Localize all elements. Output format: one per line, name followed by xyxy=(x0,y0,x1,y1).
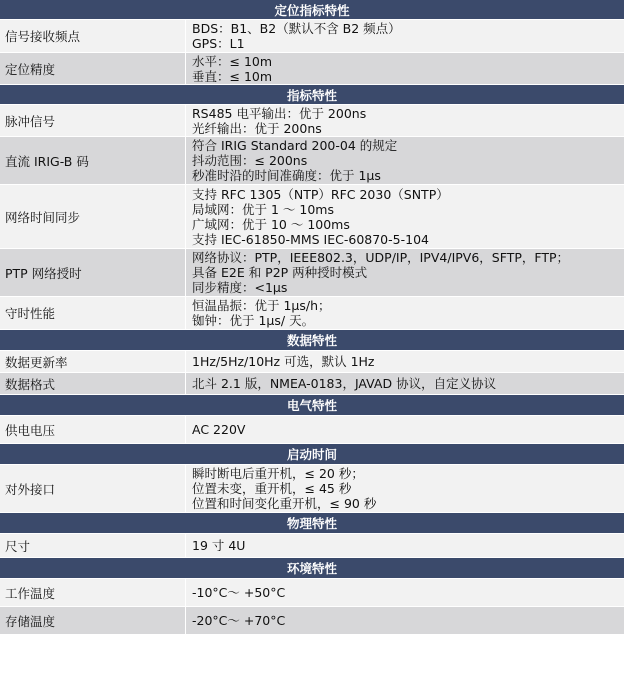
row-label: 信号接收频点 xyxy=(0,20,186,52)
row-value xyxy=(186,465,624,512)
value-line: 瞬时断电后重开机，≤ 20 秒； xyxy=(192,466,364,481)
table-row xyxy=(0,297,624,330)
value-line: 同步精度：<1μs xyxy=(192,280,288,295)
value-line: AC 220V xyxy=(192,422,246,437)
row-label: 脉冲信号 xyxy=(0,105,186,136)
table-row xyxy=(0,137,624,185)
row-value xyxy=(186,534,624,557)
value-line: 位置未变，重开机，≤ 45 秒 xyxy=(192,481,352,496)
value-line: 支持 IEC-61850-MMS IEC-60870-5-104 xyxy=(192,231,429,247)
row-label: 守时性能 xyxy=(0,297,186,329)
table-row xyxy=(0,416,624,444)
value-line: -10°C～ +50°C xyxy=(192,585,286,600)
table-row xyxy=(0,465,624,513)
section-header: 环境特性 xyxy=(0,558,624,579)
row-value xyxy=(186,351,624,372)
row-label: 对外接口 xyxy=(0,465,186,512)
row-value xyxy=(186,137,624,184)
table-row xyxy=(0,105,624,137)
value-line: 光纤输出：优于 200ns xyxy=(192,120,322,136)
table-row xyxy=(0,185,624,249)
value-line: 1Hz/5Hz/10Hz 可选，默认 1Hz xyxy=(192,354,375,369)
value-line: 抖动范围：≤ 200ns xyxy=(192,153,308,168)
row-label: PTP 网络授时 xyxy=(0,249,186,296)
section-header: 启动时间 xyxy=(0,444,624,465)
table-row xyxy=(0,373,624,395)
value-line: 北斗 2.1 版，NMEA-0183，JAVAD 协议，自定义协议 xyxy=(192,376,497,391)
value-line: 位置和时间变化重开机，≤ 90 秒 xyxy=(192,496,377,511)
value-line: 广域网：优于 10 ～ 100ms xyxy=(192,216,350,232)
row-label: 存储温度 xyxy=(0,607,186,634)
value-line: GPS：L1 xyxy=(192,36,245,51)
value-line: 网络协议：PTP，IEEE802.3，UDP/IP，IPV4/IPV6，SFTP，FTP； xyxy=(192,250,570,265)
row-label: 直流 IRIG-B 码 xyxy=(0,137,186,184)
table-row xyxy=(0,579,624,607)
table-row xyxy=(0,534,624,558)
row-value xyxy=(186,105,624,136)
row-value xyxy=(186,579,624,606)
section-header: 数据特性 xyxy=(0,330,624,351)
row-value xyxy=(186,249,624,296)
value-line: 垂直：≤ 10m xyxy=(192,68,273,84)
table-row xyxy=(0,351,624,373)
row-label: 网络时间同步 xyxy=(0,185,186,248)
row-label: 数据更新率 xyxy=(0,351,186,372)
row-label: 数据格式 xyxy=(0,373,186,394)
row-label: 供电电压 xyxy=(0,416,186,443)
row-value xyxy=(186,185,624,248)
value-line: 水平：≤ 10m xyxy=(192,53,273,69)
value-line: RS485 电平输出：优于 200ns xyxy=(192,105,367,121)
table-row xyxy=(0,20,624,53)
row-value xyxy=(186,416,624,443)
value-line: 恒温晶振：优于 1μs/h； xyxy=(192,298,331,313)
row-value xyxy=(186,297,624,329)
row-value xyxy=(186,373,624,394)
section-header: 定位指标特性 xyxy=(0,0,624,20)
table-row xyxy=(0,53,624,85)
value-line: 符合 IRIG Standard 200-04 的规定 xyxy=(192,138,398,153)
section-header: 电气特性 xyxy=(0,395,624,416)
row-label: 尺寸 xyxy=(0,534,186,557)
row-label: 工作温度 xyxy=(0,579,186,606)
value-line: 秒准时沿的时间准确度：优于 1μs xyxy=(192,168,381,183)
row-label: 定位精度 xyxy=(0,53,186,84)
table-row xyxy=(0,607,624,635)
section-header: 物理特性 xyxy=(0,513,624,534)
value-line: 铷钟：优于 1μs/ 天。 xyxy=(192,313,315,328)
value-line: 局域网：优于 1 ～ 10ms xyxy=(192,201,334,217)
value-line: 具备 E2E 和 P2P 两种授时模式 xyxy=(192,265,368,280)
value-line: BDS：B1、B2（默认不含 B2 频点） xyxy=(192,21,401,36)
row-value xyxy=(186,53,624,84)
value-line: 支持 RFC 1305（NTP）RFC 2030（SNTP） xyxy=(192,186,449,202)
table-row xyxy=(0,249,624,297)
value-line: -20°C～ +70°C xyxy=(192,613,286,628)
section-header: 指标特性 xyxy=(0,85,624,105)
row-value xyxy=(186,607,624,634)
row-value xyxy=(186,20,624,52)
value-line: 19 寸 4U xyxy=(192,538,246,553)
